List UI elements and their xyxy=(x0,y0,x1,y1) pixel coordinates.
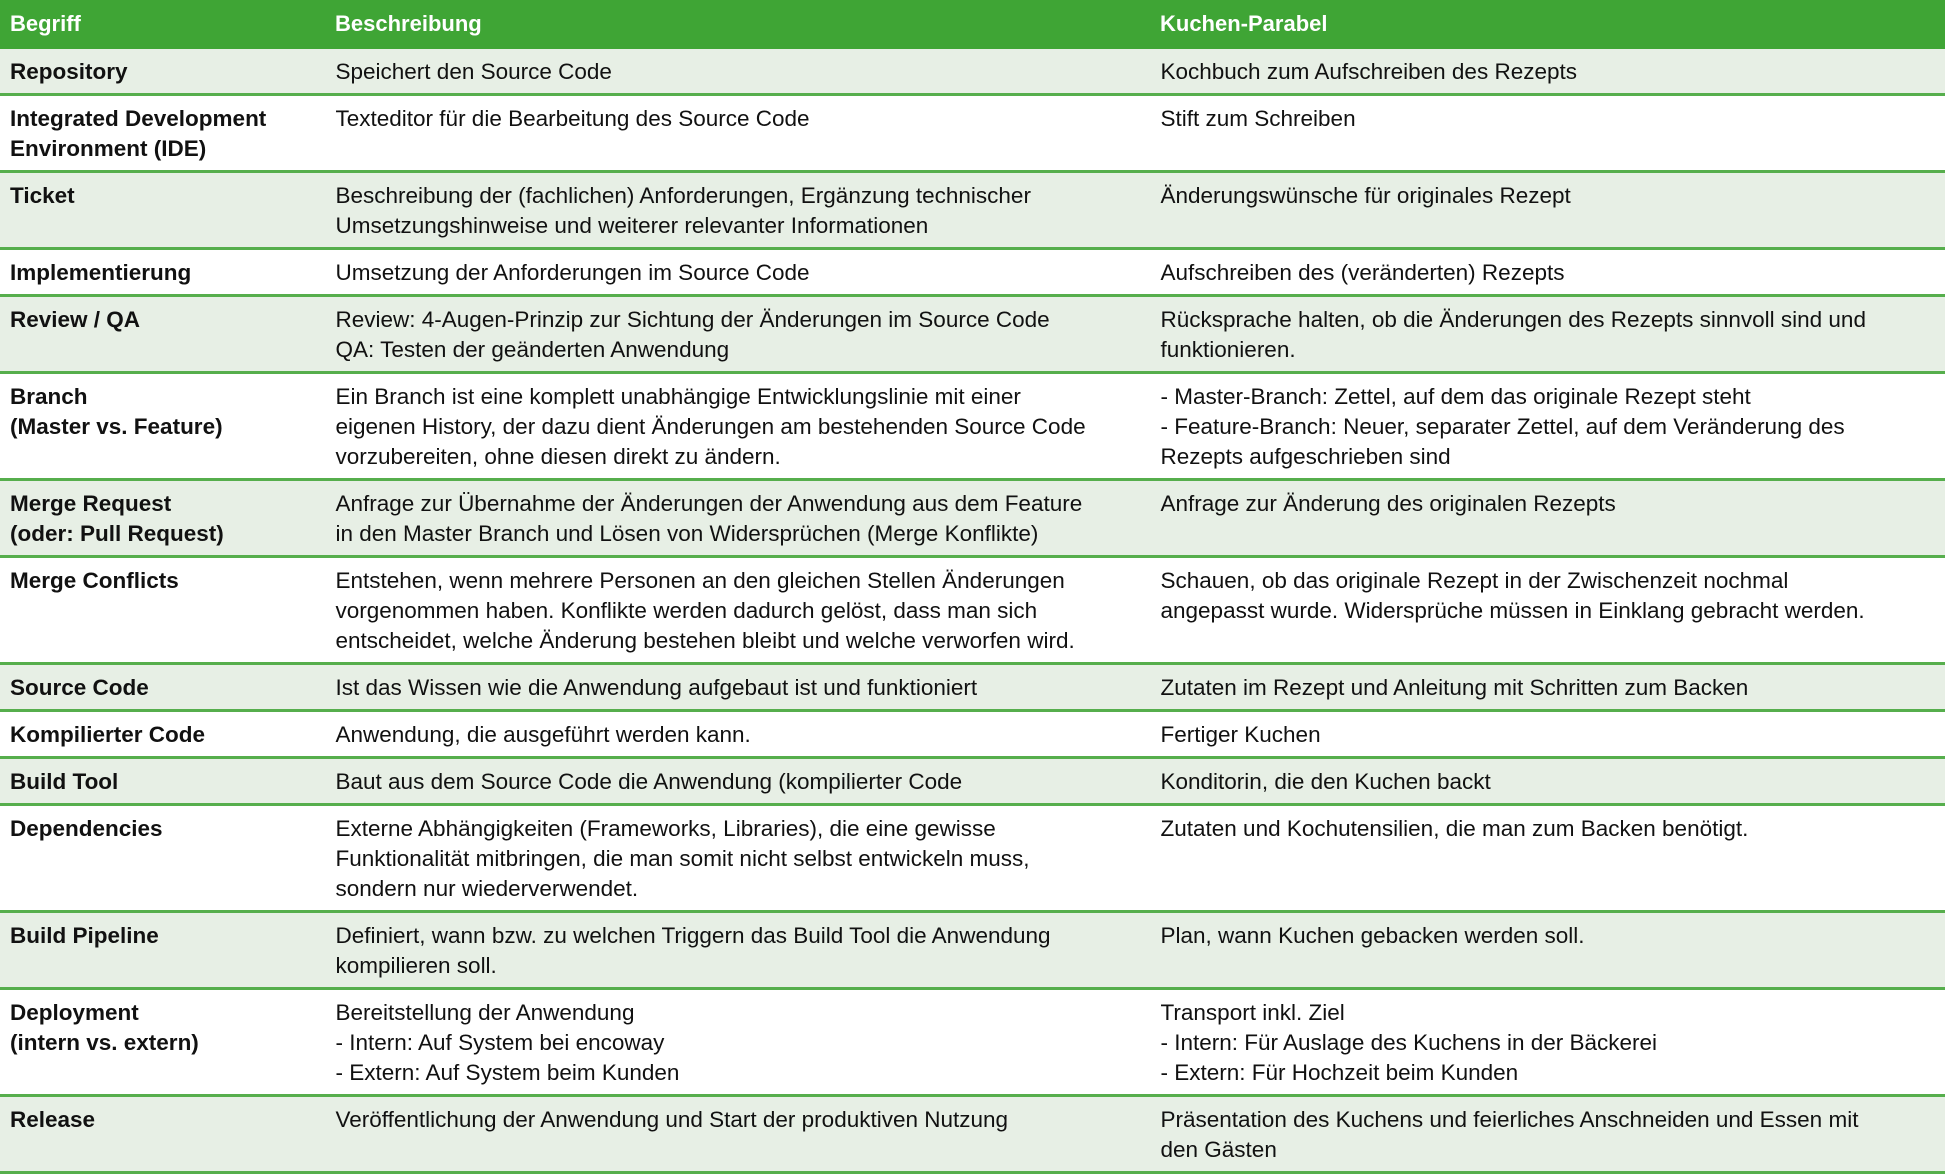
cell-parable-line: den Gästen xyxy=(1160,1137,1277,1162)
cell-parable-line: Aufschreiben des (veränderten) Rezepts xyxy=(1160,260,1565,285)
cell-description-line: Externe Abhängigkeiten (Frameworks, Libraries), die eine gewisse xyxy=(335,816,996,841)
cell-term-line: Merge Request xyxy=(10,491,172,516)
cell-term xyxy=(0,480,325,557)
cell-term xyxy=(0,711,325,758)
cell-term-line: Release xyxy=(10,1107,96,1132)
cell-description-line: Ist das Wissen wie die Anwendung aufgebaut ist und funktioniert xyxy=(335,675,978,700)
cell-term xyxy=(0,373,325,480)
cell-description xyxy=(325,373,1150,480)
cell-term xyxy=(0,296,325,373)
cell-description-line: Umsetzungshinweise und weiterer relevanter Informationen xyxy=(335,213,929,238)
cell-parable-line: Fertiger Kuchen xyxy=(1160,722,1321,747)
cell-description xyxy=(325,296,1150,373)
cell-description xyxy=(325,557,1150,664)
cell-term-line: (oder: Pull Request) xyxy=(10,521,224,546)
table-row xyxy=(0,172,1945,249)
cell-description-line: eigenen History, der dazu dient Änderungen am bestehenden Source Code xyxy=(335,414,1086,439)
table-row xyxy=(0,95,1945,172)
cell-term-line: Merge Conflicts xyxy=(10,568,179,593)
cell-description-line: Bereitstellung der Anwendung xyxy=(335,1000,635,1025)
cell-term xyxy=(0,989,325,1096)
cell-term-line: Repository xyxy=(10,59,128,84)
cell-parable-line: - Feature-Branch: Neuer, separater Zettel, auf dem Veränderung des xyxy=(1160,414,1845,439)
cell-description xyxy=(325,758,1150,805)
cell-description-line: kompilieren soll. xyxy=(335,953,497,978)
table-row xyxy=(0,664,1945,711)
cell-parable xyxy=(1150,172,1945,249)
cell-term xyxy=(0,805,325,912)
table-row xyxy=(0,989,1945,1096)
cell-term xyxy=(0,95,325,172)
cell-description xyxy=(325,989,1150,1096)
cell-parable xyxy=(1150,912,1945,989)
cell-description xyxy=(325,172,1150,249)
table-row xyxy=(0,296,1945,373)
cell-term xyxy=(0,48,325,95)
cell-parable xyxy=(1150,95,1945,172)
cell-description xyxy=(325,48,1150,95)
cell-parable-line: Stift zum Schreiben xyxy=(1160,106,1356,131)
cell-description-line: Ein Branch ist eine komplett unabhängige Entwicklungslinie mit einer xyxy=(335,384,1021,409)
table-row xyxy=(0,480,1945,557)
cell-parable xyxy=(1150,48,1945,95)
cell-parable-line: Kochbuch zum Aufschreiben des Rezepts xyxy=(1160,59,1577,84)
cell-description-line: Beschreibung der (fachlichen) Anforderungen, Ergänzung technischer xyxy=(335,183,1031,208)
cell-term xyxy=(0,912,325,989)
header-parable: Kuchen-Parabel xyxy=(1150,0,1945,48)
cell-term-line: (Master vs. Feature) xyxy=(10,414,223,439)
cell-parable xyxy=(1150,711,1945,758)
cell-description xyxy=(325,912,1150,989)
cell-description-line: Veröffentlichung der Anwendung und Start der produktiven Nutzung xyxy=(335,1107,1009,1132)
cell-description xyxy=(325,480,1150,557)
cell-term-line: Kompilierter Code xyxy=(10,722,206,747)
cell-parable-line: Plan, wann Kuchen gebacken werden soll. xyxy=(1160,923,1585,948)
cell-parable-line: Anfrage zur Änderung des originalen Rezepts xyxy=(1160,491,1616,516)
cell-description-line: in den Master Branch und Lösen von Widersprüchen (Merge Konflikte) xyxy=(335,521,1039,546)
cell-parable xyxy=(1150,557,1945,664)
cell-description-line: Anwendung, die ausgeführt werden kann. xyxy=(335,722,751,747)
table-row xyxy=(0,805,1945,912)
cell-description xyxy=(325,664,1150,711)
cell-description-line: sondern nur wiederverwendet. xyxy=(335,876,639,901)
cell-parable xyxy=(1150,373,1945,480)
cell-parable-line: Transport inkl. Ziel xyxy=(1160,1000,1345,1025)
cell-parable-line: Zutaten im Rezept und Anleitung mit Schritten zum Backen xyxy=(1160,675,1749,700)
cell-description-line: vorzubereiten, ohne diesen direkt zu ändern. xyxy=(335,444,781,469)
table-body xyxy=(0,48,1945,1173)
cell-parable-line: Änderungswünsche für originales Rezept xyxy=(1160,183,1571,208)
cell-description-line: Umsetzung der Anforderungen im Source Code xyxy=(335,260,810,285)
cell-description-line: vorgenommen haben. Konflikte werden dadurch gelöst, dass man sich xyxy=(335,598,1038,623)
cell-description xyxy=(325,1096,1150,1173)
cell-description-line: - Extern: Auf System beim Kunden xyxy=(335,1060,680,1085)
cell-description-line: Speichert den Source Code xyxy=(335,59,612,84)
cell-description-line: Entstehen, wenn mehrere Personen an den gleichen Stellen Änderungen xyxy=(335,568,1065,593)
cell-term-line: Build Tool xyxy=(10,769,119,794)
cell-parable-line: - Intern: Für Auslage des Kuchens in der Bäckerei xyxy=(1160,1030,1658,1055)
cell-term-line: Implementierung xyxy=(10,260,192,285)
cell-parable xyxy=(1150,758,1945,805)
cell-description-line: Definiert, wann bzw. zu welchen Triggern das Build Tool die Anwendung xyxy=(335,923,1051,948)
table-row xyxy=(0,557,1945,664)
cell-parable-line: Konditorin, die den Kuchen backt xyxy=(1160,769,1491,794)
table-header xyxy=(0,0,1945,48)
cell-parable-line: Zutaten und Kochutensilien, die man zum Backen benötigt. xyxy=(1160,816,1749,841)
header-term: Begriff xyxy=(0,0,325,48)
cell-description-line: Texteditor für die Bearbeitung des Source Code xyxy=(335,106,810,131)
cell-term xyxy=(0,758,325,805)
cell-parable xyxy=(1150,805,1945,912)
cell-description-line: QA: Testen der geänderten Anwendung xyxy=(335,337,730,362)
cell-description xyxy=(325,711,1150,758)
cell-parable xyxy=(1150,480,1945,557)
cell-parable-line: Präsentation des Kuchens und feierliches Anschneiden und Essen mit xyxy=(1160,1107,1859,1132)
cell-parable xyxy=(1150,296,1945,373)
cell-description-line: Review: 4-Augen-Prinzip zur Sichtung der Änderungen im Source Code xyxy=(335,307,1050,332)
cell-parable-line: Rücksprache halten, ob die Änderungen des Rezepts sinnvoll sind und xyxy=(1160,307,1866,332)
table-row xyxy=(0,758,1945,805)
table-row xyxy=(0,373,1945,480)
cell-description xyxy=(325,249,1150,296)
cell-term-line: Ticket xyxy=(10,183,75,208)
header-row xyxy=(0,0,1945,48)
cell-term-line: Branch xyxy=(10,384,88,409)
table-row xyxy=(0,912,1945,989)
table-row xyxy=(0,249,1945,296)
table-row xyxy=(0,1096,1945,1173)
cell-description-line: Anfrage zur Übernahme der Änderungen der Anwendung aus dem Feature xyxy=(335,491,1083,516)
cell-parable-line: angepasst wurde. Widersprüche müssen in Einklang gebracht werden. xyxy=(1160,598,1865,623)
cell-description xyxy=(325,95,1150,172)
cell-term-line: Source Code xyxy=(10,675,149,700)
table-row xyxy=(0,48,1945,95)
cell-parable xyxy=(1150,249,1945,296)
cell-term-line: Integrated Development xyxy=(10,106,267,131)
cell-term-line: Build Pipeline xyxy=(10,923,159,948)
cell-description-line: Baut aus dem Source Code die Anwendung (kompilierter Code xyxy=(335,769,963,794)
cell-description-line: entscheidet, welche Änderung bestehen bleibt und welche verworfen wird. xyxy=(335,628,1075,653)
cell-term-line: Dependencies xyxy=(10,816,163,841)
cell-term-line: (intern vs. extern) xyxy=(10,1030,199,1055)
cell-parable-line: - Master-Branch: Zettel, auf dem das originale Rezept steht xyxy=(1160,384,1751,409)
cell-parable-line: Rezepts aufgeschrieben sind xyxy=(1160,444,1451,469)
cell-term xyxy=(0,557,325,664)
cell-term-line: Review / QA xyxy=(10,307,141,332)
cell-description-line: - Intern: Auf System bei encoway xyxy=(335,1030,665,1055)
cell-parable-line: funktionieren. xyxy=(1160,337,1296,362)
cell-term-line: Environment (IDE) xyxy=(10,136,207,161)
cell-parable xyxy=(1150,989,1945,1096)
cell-parable-line: Schauen, ob das originale Rezept in der Zwischenzeit nochmal xyxy=(1160,568,1789,593)
cell-description xyxy=(325,805,1150,912)
header-description: Beschreibung xyxy=(325,0,1150,48)
cell-parable-line: - Extern: Für Hochzeit beim Kunden xyxy=(1160,1060,1519,1085)
cell-term xyxy=(0,1096,325,1173)
cell-term xyxy=(0,172,325,249)
cell-parable xyxy=(1150,664,1945,711)
cell-term xyxy=(0,664,325,711)
cell-term xyxy=(0,249,325,296)
cell-parable xyxy=(1150,1096,1945,1173)
cell-description-line: Funktionalität mitbringen, die man somit nicht selbst entwickeln muss, xyxy=(335,846,1030,871)
table-row xyxy=(0,711,1945,758)
cell-term-line: Deployment xyxy=(10,1000,139,1025)
